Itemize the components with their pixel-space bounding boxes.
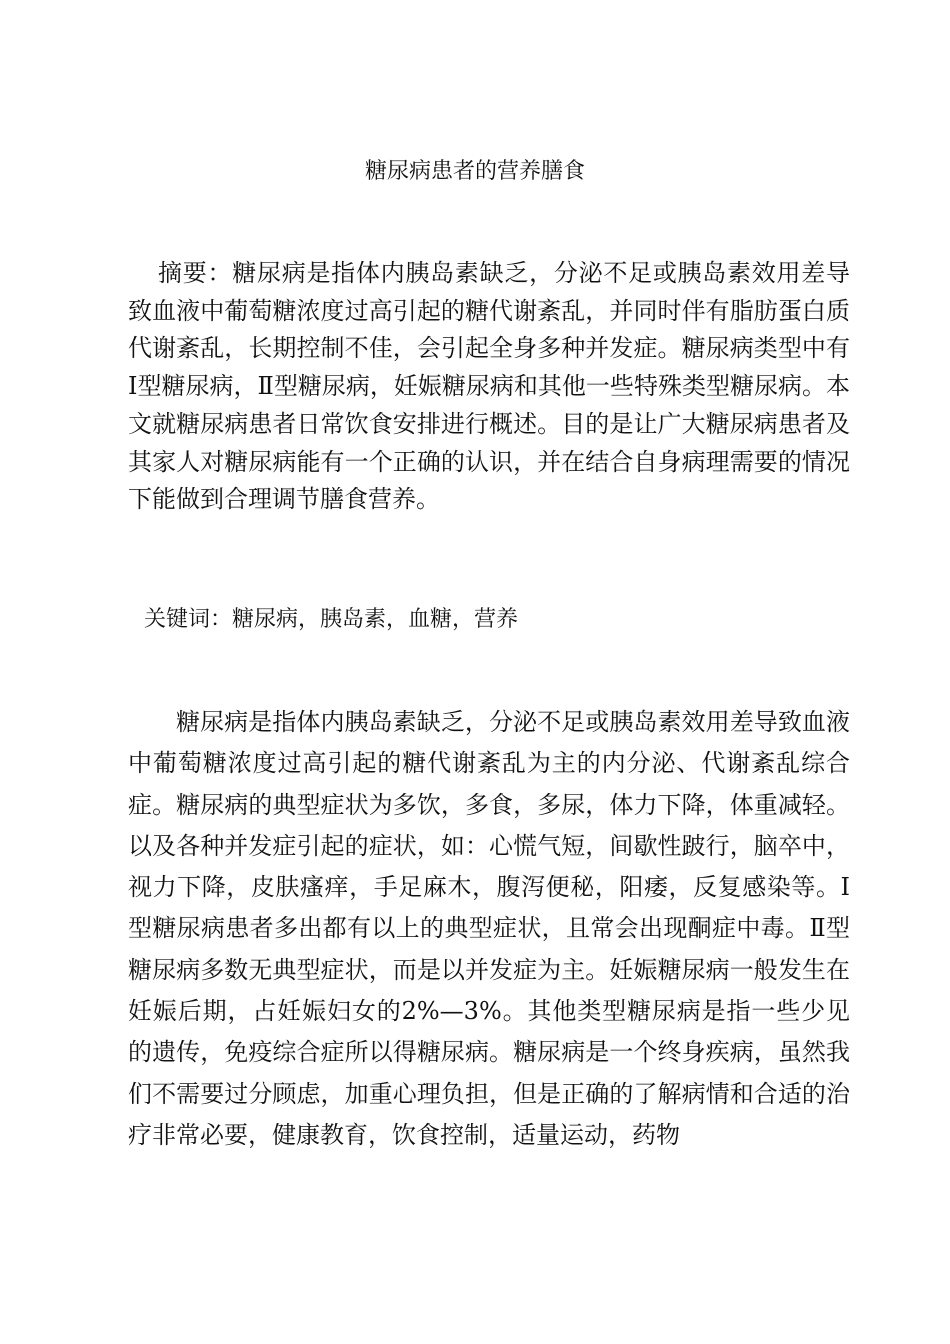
keywords-line: 关键词：糖尿病，胰岛素，血糖，营养: [144, 607, 519, 632]
abstract-paragraph: 摘要：糖尿病是指体内胰岛素缺乏，分泌不足或胰岛素效用差导致血液中葡萄糖浓度过高引起的糖代谢紊乱，并同时伴有脂肪蛋白质代谢紊乱，长期控制不佳，会引起全身多种并发症。糖尿病类型中有Ⅰ型糖尿病，Ⅱ型糖尿病，妊娠糖尿病和其他一些特殊类型糖尿病。本文就糖尿病患者日常饮食安排进行概述。目的是让广大糖尿病患者及其家人对糖尿病能有一个正确的认识，并在结合自身病理需要的情况下能做到合理调节膳食营养。: [128, 259, 850, 514]
body-paragraph: 糖尿病是指体内胰岛素缺乏，分泌不足或胰岛素效用差导致血液中葡萄糖浓度过高引起的糖代谢紊乱为主的内分泌、代谢紊乱综合症。糖尿病的典型症状为多饮，多食，多尿，体力下降，体重减轻。以及各种并发症引起的症状，如：心慌气短，间歇性跛行，脑卒中，视力下降，皮肤瘙痒，手足麻木，腹泻便秘，阳痿，反复感染等。Ⅰ型糖尿病患者多出都有以上的典型症状，且常会出现酮症中毒。Ⅱ型糖尿病多数无典型症状，而是以并发症为主。妊娠糖尿病一般发生在妊娠后期，占妊娠妇女的2%—3%。其他类型糖尿病是指一些少见的遗传，免疫综合症所以得糖尿病。糖尿病是一个终身疾病，虽然我们不需要过分顾虑，加重心理负担，但是正确的了解病情和合适的治疗非常必要，健康教育，饮食控制，适量运动，药物: [128, 708, 850, 1149]
page-title: 糖尿病患者的营养膳食: [364, 159, 585, 184]
